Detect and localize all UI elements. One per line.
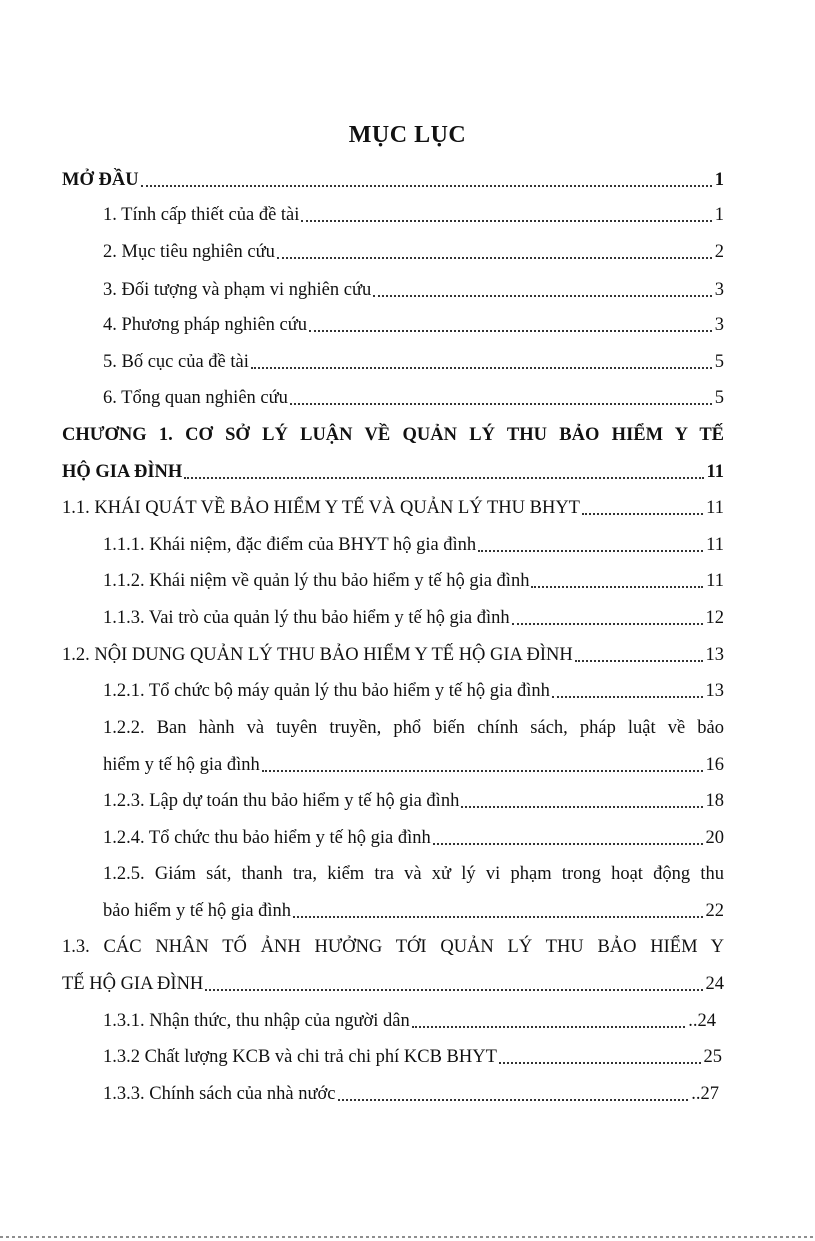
bottom-rule — [0, 1236, 815, 1238]
page-title: MỤC LỤC — [348, 122, 467, 148]
toc-entry-title: 5. Bố cục của đề tài — [103, 352, 249, 372]
toc-entry-page: 3 — [714, 315, 724, 335]
toc-entry-page: 20 — [705, 828, 724, 848]
toc-entry-page: 13 — [705, 645, 724, 665]
toc-entry-1-3-1[interactable] — [103, 1009, 716, 1033]
toc-chapter-1-line1[interactable]: CHƯƠNG 1. CƠ SỞ LÝ LUẬN VỀ QUẢN LÝ THU BẢO HIỂM Y TẾ — [62, 425, 724, 445]
toc-entry-page: 13 — [705, 681, 724, 701]
dot-leader — [582, 503, 703, 515]
toc-entry-1-2-2-line1[interactable]: 1.2.2. Ban hành và tuyên truyền, phổ biến chính sách, pháp luật về bảo — [103, 718, 724, 738]
toc-entry-1-2-2[interactable] — [103, 753, 724, 777]
toc-entry-title: hiểm y tế hộ gia đình — [103, 755, 260, 775]
toc-entry-title: 1.3.1. Nhận thức, thu nhập của người dân — [103, 1011, 410, 1031]
toc-entry-page: 1 — [714, 205, 724, 225]
dot-leader — [309, 320, 712, 332]
toc-entry-1-2-3[interactable] — [103, 789, 724, 813]
toc-entry-1-2-4[interactable] — [103, 826, 724, 850]
toc-entry-page: 2 — [714, 242, 724, 262]
toc-entry-1-2-1[interactable] — [103, 679, 724, 703]
toc-entry-title: 2. Mục tiêu nghiên cứu — [103, 242, 275, 262]
toc-entry-title: bảo hiểm y tế hộ gia đình — [103, 901, 292, 921]
toc-entry-title: 1.3.2 Chất lượng KCB và chi trả chi phí KCB BHYT — [103, 1047, 497, 1067]
toc-entry-title: 1.1.1. Khái niệm, đặc điểm của BHYT hộ gia đình — [103, 535, 477, 555]
toc-entry-page: 11 — [706, 462, 724, 482]
toc-entry-1-2-5[interactable] — [103, 899, 724, 923]
toc-entry-page: 11 — [706, 535, 724, 555]
toc-entry-1-2-5-line1[interactable]: 1.2.5. Giám sát, thanh tra, kiểm tra và xử lý vi phạm trong hoạt động thu — [103, 864, 724, 884]
toc-entry-title: TẾ HỘ GIA ĐÌNH — [62, 974, 204, 994]
dot-leader — [262, 760, 703, 772]
toc-entry-1-3-line1[interactable]: 1.3. CÁC NHÂN TỐ ẢNH HƯỞNG TỚI QUẢN LÝ THU BẢO HIỂM Y — [62, 937, 724, 957]
toc-entry-title: 1.1.3. Vai trò của quản lý thu bảo hiểm y tế hộ gia đình — [103, 608, 510, 628]
toc-entry-title: 1.2. NỘI DUNG QUẢN LÝ THU BẢO HIỂM Y TẾ HỘ GIA ĐÌNH — [62, 645, 573, 665]
dot-leader — [575, 650, 703, 662]
toc-entry-5[interactable] — [103, 350, 724, 374]
toc-entry-4[interactable] — [103, 313, 724, 337]
dot-leader — [301, 210, 711, 222]
dot-leader — [184, 467, 703, 479]
toc-entry-mo-dau[interactable] — [62, 168, 724, 192]
dot-leader — [141, 175, 712, 187]
toc-entry-page: 25 — [703, 1047, 722, 1067]
toc-entry-title: 1. Tính cấp thiết của đề tài — [103, 205, 300, 225]
dot-leader — [338, 1089, 689, 1101]
toc-entry-page: ..27 — [691, 1084, 719, 1104]
toc-entry-page: 1 — [714, 170, 724, 190]
toc-entry-title: HỘ GIA ĐÌNH — [62, 462, 183, 482]
dot-leader — [512, 613, 703, 625]
toc-entry-title: 1.1.2. Khái niệm về quản lý thu bảo hiểm y tế hộ gia đình — [103, 571, 530, 591]
dot-leader — [373, 285, 712, 297]
dot-leader — [478, 540, 703, 552]
toc-chapter-1[interactable] — [62, 460, 724, 484]
dot-leader — [552, 686, 703, 698]
toc-entry-page: 5 — [714, 352, 724, 372]
toc-entry-1-3-3[interactable] — [103, 1082, 719, 1106]
toc-entry-2[interactable] — [103, 240, 724, 264]
dot-leader — [251, 357, 712, 369]
toc-entry-title: 3. Đối tượng và phạm vi nghiên cứu — [103, 280, 372, 300]
toc-entry-page: 5 — [714, 388, 724, 408]
dot-leader — [461, 796, 702, 808]
toc-entry-page: 12 — [705, 608, 724, 628]
toc-entry-page: 22 — [705, 901, 724, 921]
dot-leader — [412, 1016, 685, 1028]
dot-leader — [290, 393, 712, 405]
toc-entry-1-1-1[interactable] — [103, 533, 724, 557]
toc-entry-3[interactable] — [103, 278, 724, 302]
toc-entry-title: 1.1. KHÁI QUÁT VỀ BẢO HIỂM Y TẾ VÀ QUẢN LÝ THU BHYT — [62, 498, 580, 518]
toc-entry-title: 1.2.1. Tổ chức bộ máy quản lý thu bảo hiểm y tế hộ gia đình — [103, 681, 550, 701]
toc-entry-1-1[interactable] — [62, 496, 724, 520]
toc-entry-6[interactable] — [103, 386, 724, 410]
dot-leader — [205, 979, 702, 991]
toc-entry-page: 24 — [705, 974, 724, 994]
toc-entry-title: 4. Phương pháp nghiên cứu — [103, 315, 308, 335]
toc-entry-page: 11 — [706, 498, 724, 518]
toc-entry-page: 18 — [705, 791, 724, 811]
dot-leader — [499, 1052, 701, 1064]
toc-entry-1-3-2[interactable] — [103, 1045, 722, 1069]
dot-leader — [277, 247, 712, 259]
toc-entry-1-1-3[interactable] — [103, 606, 724, 630]
toc-entry-1-3[interactable] — [62, 972, 724, 996]
dot-leader — [531, 576, 703, 588]
toc-entry-title: 1.3.3. Chính sách của nhà nước — [103, 1084, 336, 1104]
toc-entry-page: 11 — [706, 571, 724, 591]
toc-entry-page: ..24 — [688, 1011, 716, 1031]
toc-entry-title: 1.2.3. Lập dự toán thu bảo hiểm y tế hộ gia đình — [103, 791, 460, 811]
toc-entry-1[interactable] — [103, 203, 724, 227]
toc-entry-page: 16 — [705, 755, 724, 775]
toc-entry-title: MỞ ĐẦU — [62, 170, 139, 190]
toc-entry-title: 1.2.4. Tổ chức thu bảo hiểm y tế hộ gia đình — [103, 828, 431, 848]
dot-leader — [433, 833, 703, 845]
toc-entry-1-1-2[interactable] — [103, 569, 724, 593]
dot-leader — [293, 906, 702, 918]
toc-entry-page: 3 — [714, 280, 724, 300]
toc-entry-title: 6. Tổng quan nghiên cứu — [103, 388, 288, 408]
toc-entry-1-2[interactable] — [62, 643, 724, 667]
